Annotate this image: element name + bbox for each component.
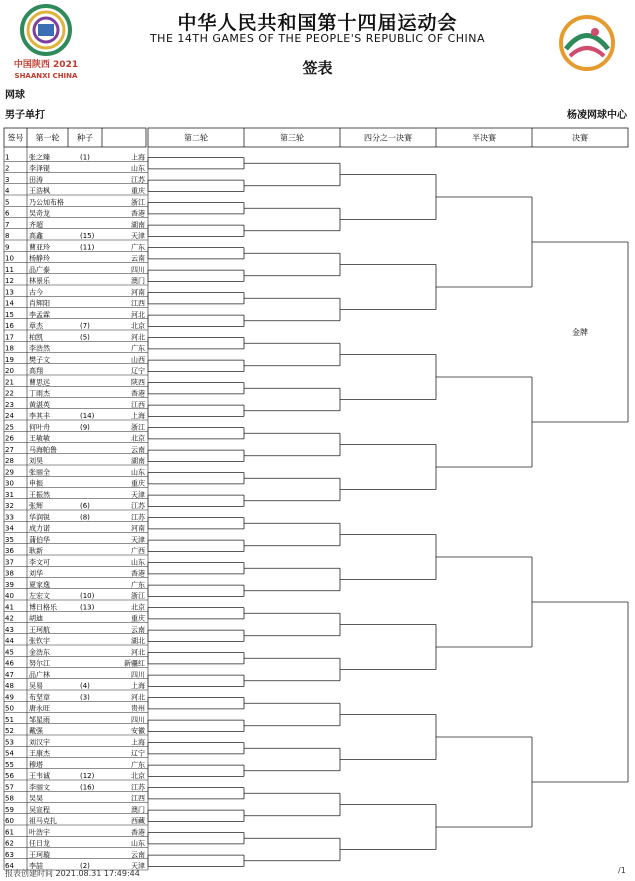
draw-number: 38 [5, 569, 14, 578]
player-name: 张丽全 [29, 468, 50, 477]
player-name: 唐永旺 [29, 704, 50, 713]
player-name: 古今 [29, 288, 43, 297]
player-province: 江西 [131, 299, 145, 308]
draw-number: 1 [5, 153, 10, 162]
player-province: 河北 [131, 310, 145, 319]
draw-number: 41 [5, 603, 14, 612]
player-name: 品广泰 [29, 265, 50, 274]
draw-number: 18 [5, 344, 14, 353]
player-name: 王康杰 [29, 749, 50, 758]
player-name: 王敏敏 [29, 434, 50, 443]
player-name: 戴强 [29, 727, 43, 735]
player-province: 广东 [131, 580, 145, 589]
player-name: 刘汉宇 [29, 738, 50, 747]
player-name: 李孟霖 [29, 310, 50, 319]
title-english: THE 14TH GAMES OF THE PEOPLE'S REPUBLIC OF CHINA [149, 32, 486, 45]
player-name: 金浩东 [29, 648, 50, 657]
draw-number: 6 [5, 209, 10, 218]
draw-number: 5 [5, 198, 10, 207]
draw-number: 16 [5, 322, 14, 330]
player-province: 江苏 [131, 513, 145, 522]
player-province: 广西 [131, 547, 145, 555]
player-province: 广东 [131, 344, 145, 353]
col-header-round1: 第一轮 [35, 133, 60, 143]
player-name: 吴易 [29, 682, 43, 690]
draw-number: 45 [5, 648, 14, 657]
col-header-quarterfinal: 半决赛 [472, 133, 496, 143]
col-header-round2: 第二轮 [184, 133, 208, 143]
player-name: 努尔江 [29, 659, 50, 668]
player-name: 华润锐 [29, 513, 50, 522]
player-name: 肖辉阳 [29, 299, 50, 308]
draw-number: 42 [5, 614, 14, 623]
draw-number: 32 [5, 502, 14, 510]
draw-number: 4 [5, 187, 10, 195]
player-name: 齐超 [29, 220, 43, 229]
player-seed: (2) [80, 862, 90, 870]
player-province: 江苏 [131, 502, 145, 510]
player-province: 云南 [131, 254, 145, 263]
draw-number: 63 [5, 850, 14, 859]
draw-number: 51 [5, 715, 14, 724]
player-name: 乃公加布格 [29, 198, 64, 207]
player-name: 何叶舟 [29, 423, 50, 432]
event-label: 男子单打 [5, 110, 45, 121]
player-name: 穆塔 [29, 760, 43, 769]
col-header-seed: 种子 [77, 133, 93, 143]
player-name: 马海帕鲁 [29, 445, 57, 454]
player-seed: (10) [80, 592, 95, 600]
player-seed: (16) [80, 783, 95, 792]
player-province: 上海 [131, 682, 145, 690]
champion-label: 金牌 [572, 328, 588, 337]
player-province: 北京 [131, 434, 145, 443]
draw-number: 8 [5, 232, 10, 240]
player-province: 香港 [131, 828, 145, 837]
player-name: 品广林 [29, 670, 50, 679]
player-province: 澳门 [131, 805, 145, 814]
player-name: 曹亚玲 [29, 243, 50, 252]
player-name: 章杰 [29, 322, 43, 330]
player-name: 王珂璇 [29, 850, 50, 859]
player-name: 李浩然 [29, 344, 50, 353]
player-name: 樊子文 [29, 355, 50, 364]
player-province: 河南 [131, 524, 145, 533]
draw-number: 21 [5, 378, 14, 387]
player-name: 李喆 [29, 862, 43, 870]
player-province: 山西 [131, 355, 145, 364]
player-province: 天津 [131, 232, 145, 240]
player-name: 左宏文 [29, 592, 50, 600]
draw-number: 28 [5, 457, 14, 465]
draw-number: 46 [5, 659, 14, 668]
draw-number: 13 [5, 288, 14, 297]
player-name: 张钦宇 [29, 637, 50, 645]
player-province: 安徽 [131, 727, 145, 735]
draw-number: 43 [5, 625, 14, 634]
player-province: 重庆 [131, 614, 145, 623]
draw-number: 54 [5, 749, 14, 758]
player-name: 耿新 [29, 547, 43, 555]
logo-text: 中国陕西 2021 [13, 60, 79, 70]
player-name: 刘昊 [29, 457, 43, 465]
draw-number: 56 [5, 772, 14, 780]
draw-number: 59 [5, 805, 14, 814]
player-province: 江西 [131, 794, 145, 803]
player-province: 山东 [131, 468, 145, 477]
player-name: 黄湛英 [29, 400, 50, 409]
player-province: 浙江 [131, 592, 145, 600]
player-seed: (7) [80, 322, 90, 330]
player-name: 田涛 [29, 175, 43, 184]
player-name: 李丽文 [29, 783, 50, 792]
player-seed: (6) [80, 502, 90, 510]
player-province: 江苏 [131, 175, 145, 184]
player-name: 李其丰 [29, 412, 50, 420]
draw-number: 31 [5, 490, 14, 499]
draw-number: 24 [5, 412, 14, 420]
player-name: 叶浩宇 [29, 828, 50, 837]
page-number: /1 [618, 866, 626, 875]
player-province: 辽宁 [131, 749, 145, 758]
draw-number: 15 [5, 310, 14, 319]
sport-label: 网球 [5, 90, 25, 101]
player-name: 王韦诚 [29, 772, 50, 780]
player-province: 西藏 [131, 817, 145, 825]
draw-number: 50 [5, 704, 14, 713]
draw-number: 22 [5, 389, 14, 398]
logo-subtext: SHAANXI CHINA [14, 72, 78, 80]
draw-number: 29 [5, 468, 14, 477]
player-province: 重庆 [131, 187, 145, 195]
player-province: 北京 [131, 603, 145, 612]
player-province: 山东 [131, 164, 145, 173]
player-name: 申振 [29, 479, 43, 488]
player-province: 河北 [131, 333, 145, 342]
player-seed: (9) [80, 423, 90, 432]
draw-number: 37 [5, 558, 14, 567]
player-name: 高鑫 [29, 232, 43, 240]
draw-number: 30 [5, 479, 14, 488]
draw-number: 62 [5, 839, 14, 848]
draw-number: 39 [5, 580, 14, 589]
player-province: 新疆红 [124, 659, 145, 668]
player-province: 贵州 [131, 704, 145, 713]
player-seed: (11) [80, 243, 95, 252]
player-province: 广东 [131, 760, 145, 769]
player-province: 江苏 [131, 783, 145, 792]
draw-number: 9 [5, 243, 10, 252]
player-name: 吴昊 [29, 794, 43, 803]
col-header-no: 签号 [7, 133, 24, 143]
col-header-final: 决赛 [572, 133, 588, 143]
draw-number: 48 [5, 682, 14, 690]
player-name: 丁雨杰 [29, 389, 50, 398]
player-province: 江西 [131, 400, 145, 409]
draw-number: 64 [5, 862, 14, 870]
player-province: 四川 [131, 670, 145, 679]
player-name: 高翔 [29, 367, 43, 375]
draw-number: 11 [5, 265, 14, 274]
col-header-round16: 四分之一决赛 [364, 133, 412, 143]
draw-number: 26 [5, 434, 14, 443]
draw-number: 25 [5, 423, 14, 432]
player-province: 云南 [131, 850, 145, 859]
player-name: 成力诺 [29, 524, 50, 533]
draw-number: 20 [5, 367, 14, 375]
player-province: 陕西 [131, 378, 145, 387]
player-province: 云南 [131, 445, 145, 454]
draw-number: 35 [5, 535, 14, 544]
player-name: 任日龙 [29, 839, 50, 848]
player-name: 胡迪 [29, 614, 43, 623]
player-name: 祖马克扎 [29, 817, 57, 825]
draw-number: 58 [5, 794, 14, 803]
header-frame-left [4, 128, 146, 147]
draw-number: 17 [5, 333, 14, 342]
draw-number: 47 [5, 670, 14, 679]
player-seed: (8) [80, 513, 90, 522]
venue-label: 杨凌网球中心 [567, 110, 627, 121]
player-province: 湖南 [131, 457, 145, 465]
draw-number: 3 [5, 175, 10, 184]
player-province: 北京 [131, 322, 145, 330]
player-seed: (14) [80, 412, 95, 420]
player-province: 湖南 [131, 220, 145, 229]
player-name: 林景乐 [29, 277, 50, 285]
draw-number: 44 [5, 637, 14, 645]
player-province: 云南 [131, 625, 145, 634]
player-province: 澳门 [131, 277, 145, 285]
draw-number: 33 [5, 513, 14, 522]
page-subtitle: 签表 [302, 59, 333, 77]
draw-number: 52 [5, 727, 14, 735]
player-province: 北京 [131, 772, 145, 780]
player-name: 王浩枫 [29, 187, 50, 195]
player-province: 天津 [131, 535, 145, 544]
player-name: 吴宣程 [29, 805, 50, 814]
draw-number: 19 [5, 355, 14, 364]
player-province: 上海 [131, 153, 145, 162]
player-province: 重庆 [131, 479, 145, 488]
player-province: 浙江 [131, 423, 145, 432]
player-name: 杨静玲 [29, 254, 50, 263]
player-name: 夏家逸 [29, 580, 50, 589]
player-province: 河北 [131, 648, 145, 657]
player-name: 蒲伯华 [29, 535, 50, 544]
title-chinese: 中华人民共和国第十四届运动会 [177, 12, 458, 34]
col-header-round3: 第三轮 [280, 133, 304, 143]
player-province: 辽宁 [131, 367, 145, 375]
report-timestamp: 报表创建时间 2021.08.31 17:49:44 [5, 869, 140, 878]
player-province: 广东 [131, 243, 145, 252]
player-name: 李泽锟 [29, 164, 50, 173]
player-seed: (13) [80, 603, 95, 612]
player-province: 山东 [131, 558, 145, 567]
player-name: 布坚章 [29, 693, 50, 702]
player-name: 刘华 [29, 569, 43, 578]
player-province: 香港 [131, 569, 145, 578]
player-name: 王振然 [29, 490, 50, 499]
draw-number: 7 [5, 220, 10, 229]
player-province: 山东 [131, 839, 145, 848]
draw-number: 27 [5, 445, 14, 454]
player-province: 湖北 [131, 637, 145, 645]
player-seed: (3) [80, 693, 90, 702]
player-province: 香港 [131, 389, 145, 398]
draw-number: 49 [5, 693, 14, 702]
player-name: 张之臻 [29, 153, 50, 162]
player-province: 上海 [131, 412, 145, 420]
player-province: 天津 [131, 862, 145, 870]
player-name: 曹思远 [29, 378, 50, 387]
player-province: 河南 [131, 288, 145, 297]
draw-number: 40 [5, 592, 14, 600]
player-province: 四川 [131, 715, 145, 724]
player-seed: (15) [80, 232, 95, 240]
player-name: 吴奇龙 [29, 209, 50, 218]
player-name: 王珂航 [29, 625, 50, 634]
player-province: 香港 [131, 209, 145, 218]
draw-number: 2 [5, 164, 10, 173]
player-province: 上海 [131, 738, 145, 747]
player-name: 邹星雨 [29, 715, 50, 724]
player-seed: (1) [80, 153, 90, 162]
player-province: 天津 [131, 490, 145, 499]
draw-number: 55 [5, 760, 14, 769]
player-name: 博日格乐 [29, 603, 57, 612]
player-name: 张辉 [29, 502, 43, 510]
player-seed: (12) [80, 772, 95, 780]
player-seed: (4) [80, 682, 90, 690]
draw-number: 61 [5, 828, 14, 837]
player-seed: (5) [80, 333, 90, 342]
player-name: 柏凯 [29, 333, 43, 342]
player-province: 河北 [131, 693, 145, 702]
draw-number: 12 [5, 277, 14, 285]
draw-number: 57 [5, 783, 14, 792]
draw-number: 23 [5, 400, 14, 409]
draw-number: 53 [5, 738, 14, 747]
player-province: 浙江 [131, 198, 145, 207]
draw-number: 14 [5, 299, 14, 308]
player-name: 李文可 [29, 558, 50, 567]
draw-number: 34 [5, 524, 14, 533]
draw-number: 10 [5, 254, 14, 263]
player-province: 四川 [131, 265, 145, 274]
draw-number: 36 [5, 547, 14, 555]
draw-number: 60 [5, 817, 14, 825]
